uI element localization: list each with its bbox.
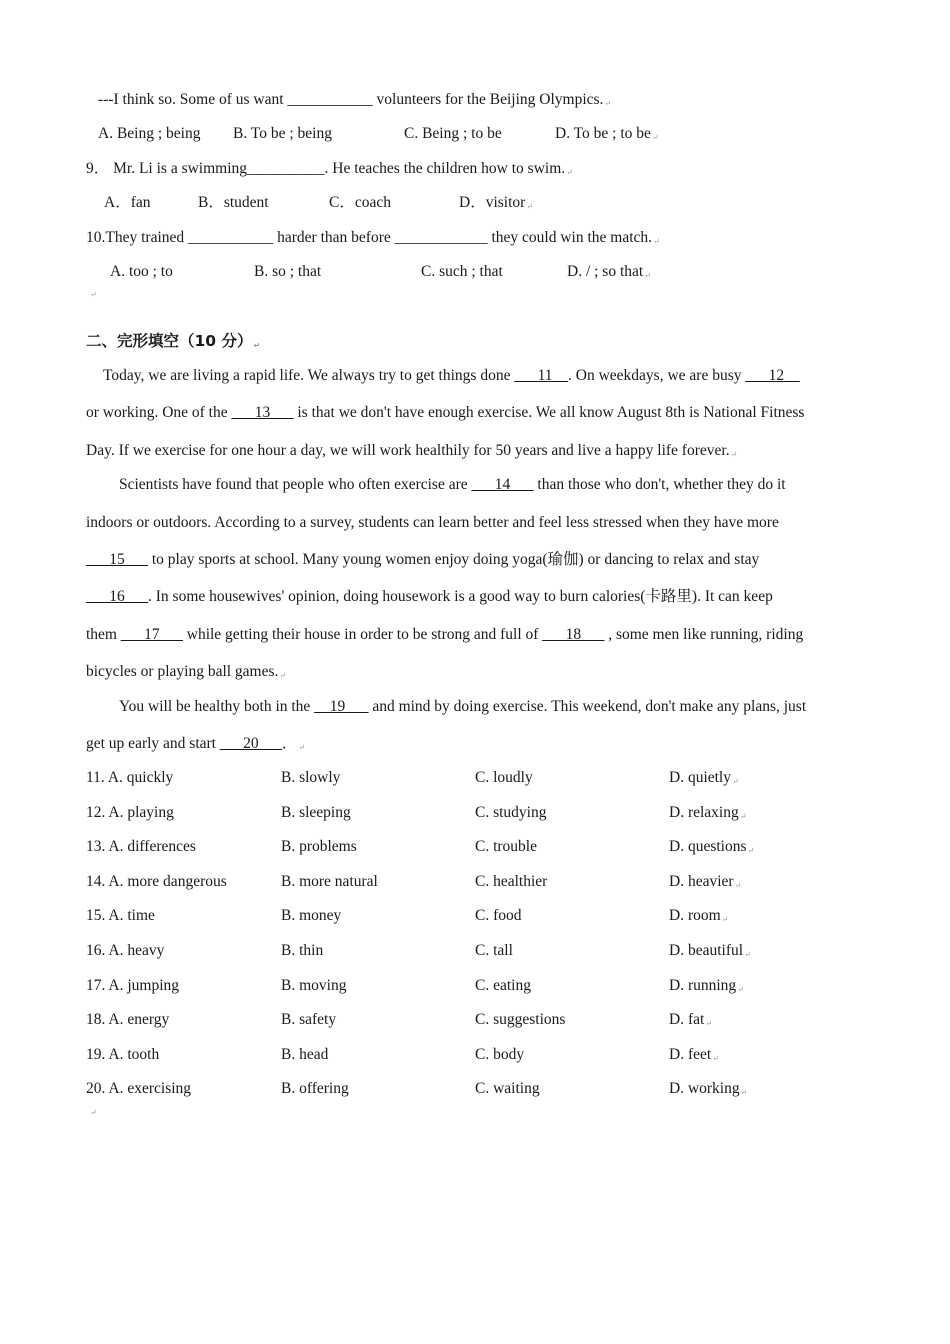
passage-line: them ___17___ while getting their house in order to be strong and full of ___18___ , some men like running, riding [86, 626, 804, 643]
blank-18: ___18___ [542, 626, 605, 643]
passage-line: bicycles or playing ball games.↵ [86, 663, 287, 680]
question-12-option-d: D. relaxing↵ [669, 803, 747, 821]
question-20-option-a: 20. A. exercising [86, 1080, 192, 1098]
question-13-option-a: 13. A. differences [86, 838, 196, 856]
q8-answer-line: ---I think so. Some of us want ___________ volunteers for the Beijing Olympics.↵ [98, 91, 612, 108]
question-18-option-a: 18. A. energy [86, 1011, 170, 1029]
question-19-option-a: 19. A. tooth [86, 1045, 160, 1063]
passage-line: Scientists have found that people who often exercise are ___14___ than those who don't, whether they do it [119, 476, 786, 493]
question-17-option-b: B. moving [281, 976, 347, 994]
q9-option-b: B．student [198, 194, 269, 211]
passage-line: ___15___ to play sports at school. Many young women enjoy doing yoga(瑜伽) or dancing to relax and stay [86, 551, 760, 568]
blank-20: ___20___ [219, 735, 282, 752]
question-20-option-d: D. working↵ [669, 1080, 748, 1098]
passage-line: Today, we are living a rapid life. We always try to get things done ___11__. On weekdays, we are busy ___12__ [103, 367, 800, 384]
question-16-option-b: B. thin [281, 942, 324, 959]
q10-option-c: C. such ; that [421, 263, 503, 280]
blank-13: ___13___ [231, 404, 294, 421]
q8-option-a: A. Being ; being [98, 125, 201, 142]
question-17-option-a: 17. A. jumping [86, 976, 180, 994]
blank-11: ___11__ [514, 367, 569, 384]
blank-15: ___15___ [86, 551, 148, 568]
question-11-option-b: B. slowly [281, 769, 341, 786]
question-14-option-a: 14. A. more dangerous [86, 872, 227, 890]
section-heading: 二、完形填空（10 分）↵ [86, 332, 261, 350]
q8-option-d: D. To be ; to be↵ [555, 125, 659, 142]
question-14-option-b: B. more natural [281, 872, 378, 890]
question-14-option-c: C. healthier [475, 872, 548, 890]
passage-line: You will be healthy both in the __19___ and mind by doing exercise. This weekend, don't make any plans, just [119, 698, 807, 715]
question-16-option-a: 16. A. heavy [86, 942, 165, 959]
question-17-option-d: D. running↵ [669, 976, 744, 994]
q10-option-b: B. so ; that [254, 263, 322, 280]
question-12-option-c: C. studying [475, 803, 547, 821]
paragraph-mark: ↵ [90, 290, 97, 299]
question-15-option-b: B. money [281, 907, 342, 925]
blank-17: ___17___ [120, 626, 183, 643]
question-18-option-b: B. safety [281, 1011, 337, 1029]
question-16-option-d: D. beautiful↵ [669, 942, 751, 959]
question-13-option-c: C. trouble [475, 838, 537, 856]
question-18-option-c: C. suggestions [475, 1011, 566, 1029]
question-19-option-d: D. feet↵ [669, 1045, 719, 1063]
question-15-option-a: 15. A. time [86, 907, 155, 925]
question-16-option-c: C. tall [475, 942, 513, 959]
question-19-option-c: C. body [475, 1045, 525, 1063]
q8-option-c: C. Being ; to be [404, 125, 502, 142]
blank-19: __19___ [314, 698, 369, 715]
q9-option-d: D．visitor↵ [459, 194, 534, 211]
q10-stem: 10.They trained ___________ harder than before ____________ they could win the match.↵ [86, 229, 660, 246]
blank-14: ___14___ [471, 476, 534, 493]
question-13-option-b: B. problems [281, 838, 357, 856]
question-15-option-c: C. food [475, 907, 522, 925]
question-13-option-d: D. questions↵ [669, 838, 755, 856]
blank-16: ___16___ [86, 588, 148, 605]
question-11-option-c: C. loudly [475, 769, 533, 786]
question-14-option-d: D. heavier↵ [669, 872, 742, 890]
q9-stem: 9． Mr. Li is a swimming__________. He teaches the children how to swim.↵ [86, 160, 573, 177]
question-15-option-d: D. room↵ [669, 907, 729, 925]
question-12-option-b: B. sleeping [281, 803, 351, 821]
passage-line: ___16___. In some housewives' opinion, doing housework is a good way to burn calories(卡路里). It can keep [86, 588, 773, 605]
passage-line: Day. If we exercise for one hour a day, we will work healthily for 50 years and live a happy life forever.↵ [86, 442, 738, 459]
q10-option-a: A. too ; to [110, 263, 173, 280]
q10-option-d: D. / ; so that↵ [567, 263, 651, 280]
question-12-option-a: 12. A. playing [86, 803, 174, 821]
passage-line: or working. One of the ___13___ is that we don't have enough exercise. We all know August 8th is National Fitness [86, 404, 805, 421]
blank-12: ___12__ [745, 367, 800, 384]
question-19-option-b: B. head [281, 1045, 329, 1063]
question-17-option-c: C. eating [475, 976, 531, 994]
question-20-option-c: C. waiting [475, 1080, 540, 1098]
question-11-option-a: 11. A. quickly [86, 769, 174, 786]
passage-line: indoors or outdoors. According to a survey, students can learn better and feel less stressed when they have more [86, 514, 779, 531]
question-20-option-b: B. offering [281, 1080, 349, 1098]
paragraph-mark: ↵ [90, 1108, 97, 1117]
passage-line: get up early and start ___20___．↵ [86, 735, 306, 752]
q9-option-c: C．coach [329, 194, 391, 211]
question-18-option-d: D. fat↵ [669, 1011, 712, 1029]
q8-option-b: B. To be ; being [233, 125, 332, 142]
q9-option-a: A．fan [104, 194, 151, 211]
question-11-option-d: D. quietly↵ [669, 769, 739, 786]
